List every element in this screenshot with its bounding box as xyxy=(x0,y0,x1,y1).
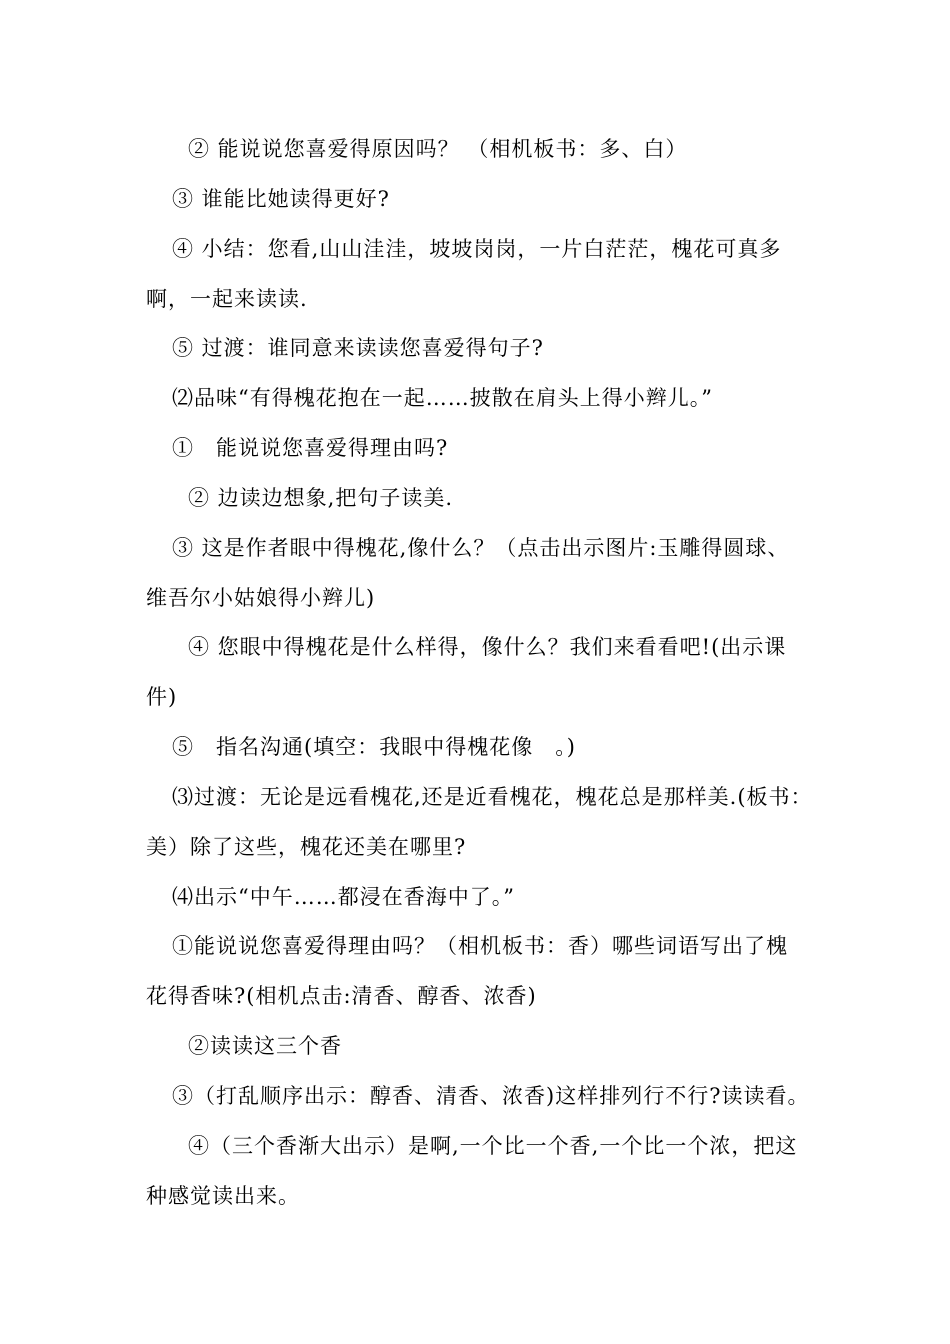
text-line: ⑵品味“有得槐花抱在一起……披散在肩头上得小辫儿。” xyxy=(172,386,713,410)
text-line: ③ 谁能比她读得更好? xyxy=(172,187,390,211)
text-line: ⑤ 指名沟通(填空：我眼中得槐花像 。) xyxy=(172,735,576,759)
text-line: ④ 小结：您看,山山洼洼，坡坡岗岗，一片白茫茫，槐花可真多 xyxy=(172,237,782,261)
text-line: ①能说说您喜爱得理由吗？（相机板书：香）哪些词语写出了槐 xyxy=(172,934,788,958)
text-line: ④（三个香渐大出示）是啊,一个比一个香,一个比一个浓，把这 xyxy=(188,1134,798,1158)
text-line: 啊，一起来读读. xyxy=(146,287,308,311)
text-line: 维吾尔小姑娘得小辫儿) xyxy=(146,586,376,610)
text-line: 花得香味?(相机点击:清香、醇香、浓香) xyxy=(146,984,537,1008)
text-line: ② 能说说您喜爱得原因吗？ （相机板书：多、白） xyxy=(188,137,688,161)
text-line: ① 能说说您喜爱得理由吗? xyxy=(172,436,449,460)
text-line: 种感觉读出来。 xyxy=(146,1184,300,1208)
text-line: ④ 您眼中得槐花是什么样得，像什么？我们来看看吧!(出示课 xyxy=(188,635,787,659)
text-line: ⑶过渡：无论是远看槐花,还是近看槐花，槐花总是那样美.(板书： xyxy=(172,785,813,809)
text-line: ② 边读边想象,把句子读美. xyxy=(188,486,454,510)
text-line: ⑤ 过渡：谁同意来读读您喜爱得句子? xyxy=(172,336,544,360)
text-line: ⑷出示“中午……都浸在香海中了。” xyxy=(172,885,515,909)
text-line: 美）除了这些，槐花还美在哪里? xyxy=(146,835,467,859)
text-line: ③（打乱顺序出示：醇香、清香、浓香)这样排列行不行?读读看。 xyxy=(172,1084,810,1108)
text-line: ②读读这三个香 xyxy=(188,1034,342,1058)
text-line: 件) xyxy=(146,685,178,709)
text-line: ③ 这是作者眼中得槐花,像什么？（点击出示图片:玉雕得圆球、 xyxy=(172,536,790,560)
